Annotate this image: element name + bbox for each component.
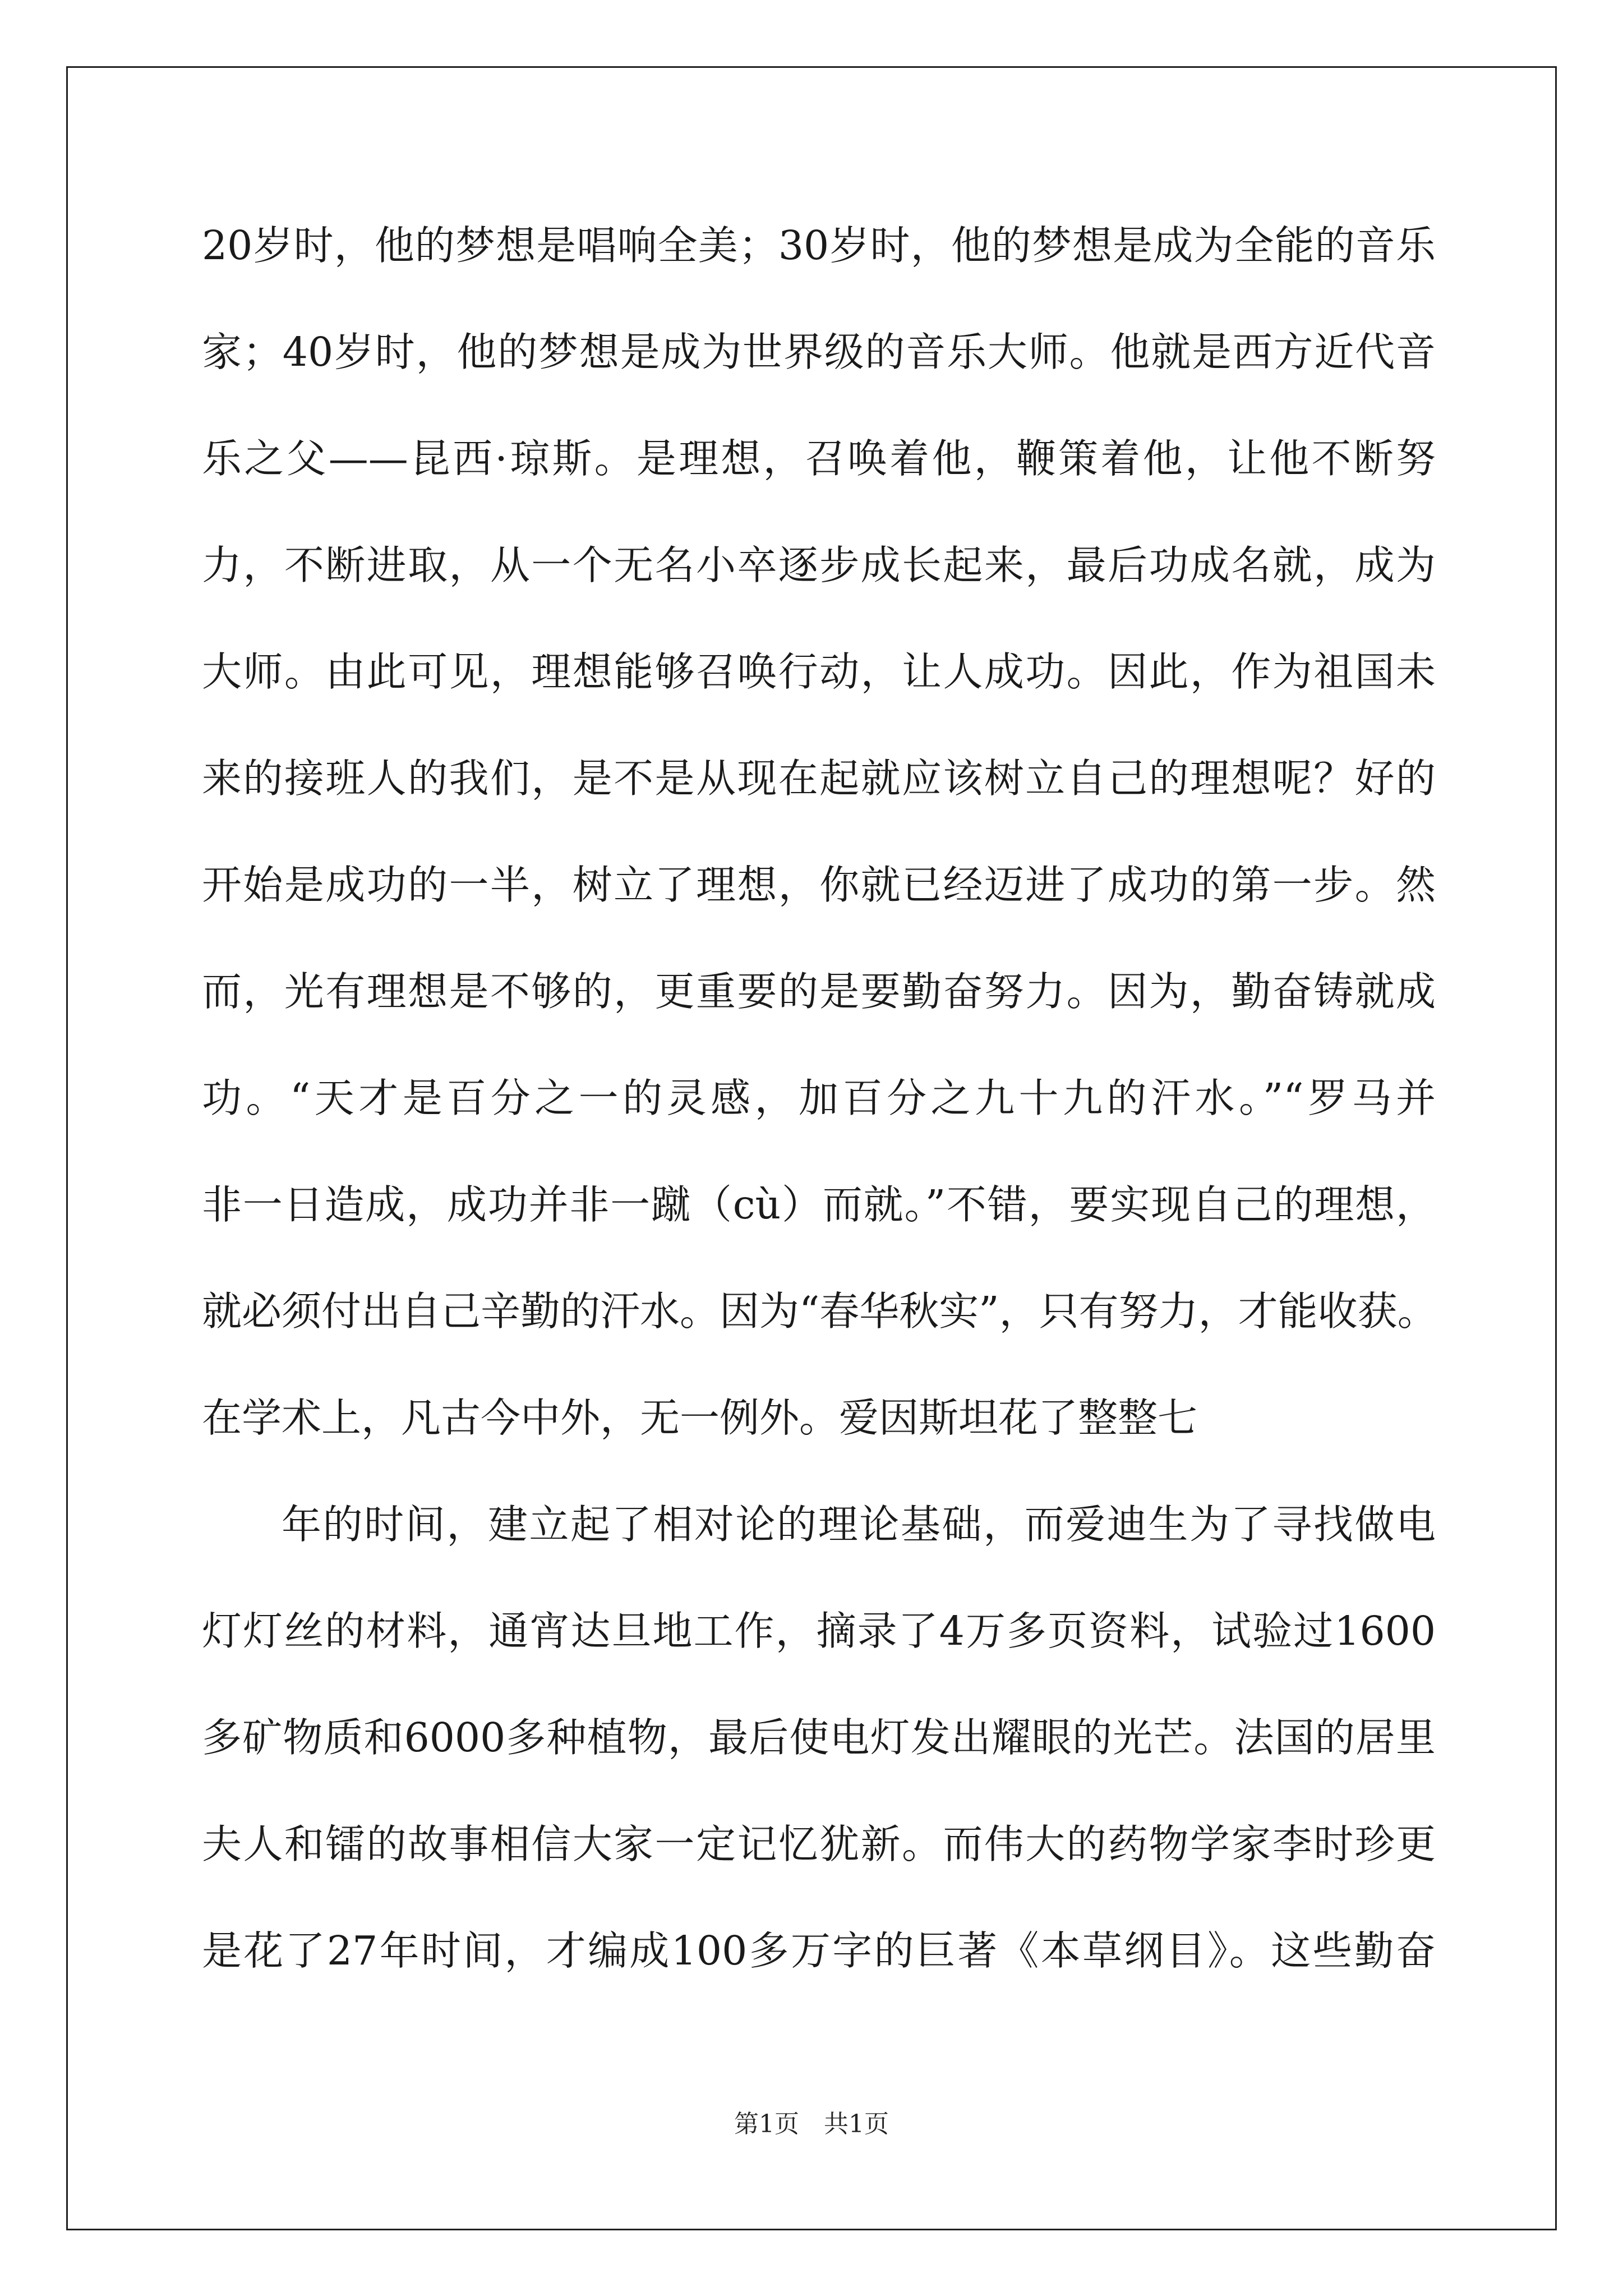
page-footer: 第1页 共1页 — [734, 2110, 889, 2138]
text-line: 多矿物质和6000多种植物，最后使电灯发出耀眼的光芒。法国的居里 — [202, 1714, 1436, 1761]
text-line: 乐之父——昆西·琼斯。是理想，召唤着他，鞭策着他，让他不断努 — [202, 435, 1436, 482]
document-body — [202, 212, 1436, 2024]
paragraph-2 — [202, 1491, 1436, 2024]
text-line: 是花了27年时间，才编成100多万字的巨著《本草纲目》。这些勤奋 — [202, 1927, 1436, 1974]
text-line: 功。“天才是百分之一的灵感，加百分之九十九的汗水。”“罗马并 — [202, 1075, 1436, 1121]
text-line: 力，不断进取，从一个无名小卒逐步成长起来，最后功成名就，成为 — [202, 542, 1436, 588]
text-line: 非一日造成，成功并非一蹴（cù）而就。”不错，要实现自己的理想， — [202, 1181, 1436, 1228]
text-line: 就必须付出自己辛勤的汗水。因为“春华秋实”，只有努力，才能收获。 — [202, 1288, 1437, 1335]
text-line: 开始是成功的一半，树立了理想，你就已经迈进了成功的第一步。然 — [202, 862, 1436, 908]
text-line: 大师。由此可见，理想能够召唤行动，让人成功。因此，作为祖国未 — [202, 648, 1436, 695]
text-line: 家；40岁时，他的梦想是成为世界级的音乐大师。他就是西方近代音 — [202, 329, 1436, 375]
text-line: 在学术上，凡古今中外，无一例外。爱因斯坦花了整整七 — [202, 1395, 1198, 1441]
text-line: 20岁时，他的梦想是唱响全美；30岁时，他的梦想是成为全能的音乐 — [202, 222, 1436, 269]
text-line: 年的时间，建立起了相对论的理论基础，而爱迪生为了寻找做电 — [282, 1501, 1436, 1548]
text-line: 而，光有理想是不够的，更重要的是要勤奋努力。因为，勤奋铸就成 — [202, 968, 1436, 1015]
text-line: 来的接班人的我们，是不是从现在起就应该树立自己的理想呢？好的 — [202, 755, 1436, 802]
paragraph-1 — [202, 212, 1436, 1491]
text-line: 夫人和镭的故事相信大家一定记忆犹新。而伟大的药物学家李时珍更 — [202, 1821, 1436, 1867]
text-line: 灯灯丝的材料，通宵达旦地工作，摘录了4万多页资料，试验过1600 — [202, 1608, 1436, 1654]
